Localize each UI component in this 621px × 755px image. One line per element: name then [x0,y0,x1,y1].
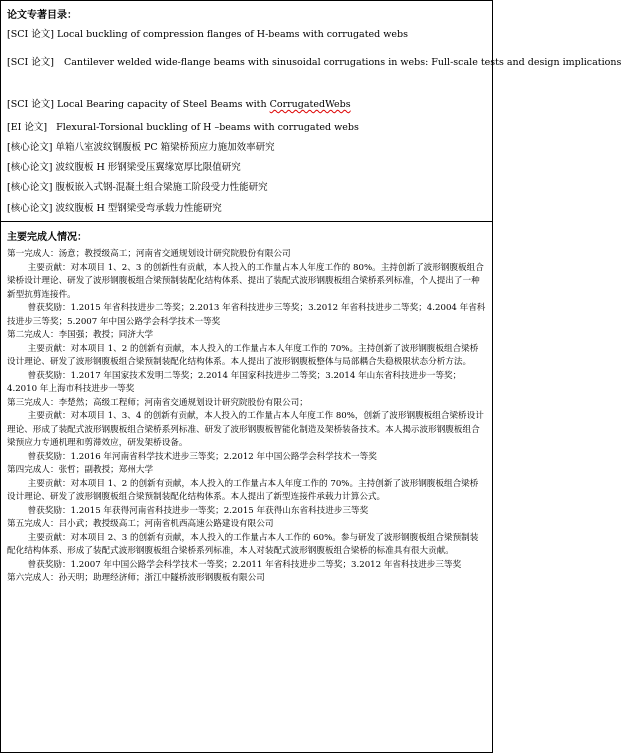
spellcheck-mark: CorrugatedWebs [269,99,351,110]
papers-heading: 论文专著目录： [7,10,77,21]
paper-item [7,161,486,174]
member-awards: 曾获奖励：1.2016 年河南省科学技术进步三等奖；2.2012 年中国公路学会科学技术一等奖 [27,451,377,462]
member-name-line: 第四完成人：张哲；副教授；郑州大学 [7,465,154,475]
paper-tag: [SCI 论文] [7,99,54,110]
paper-item [7,202,486,215]
members-heading: 主要完成人情况： [7,232,87,243]
paper-title: 波纹腹板 H 型钢梁受弯承载力性能研究 [55,203,222,214]
member-name-line: 第六完成人：孙天明；助理经济师；浙江中隧桥波形钢腹板有限公司 [7,573,265,583]
paper-tag: [核心论文] [7,142,53,153]
members-body [7,248,486,586]
member-contribution: 主要贡献：对本项目 2、3 的创新有贡献，本人投入的工作量占本人工作的 60%。参与研发了波形钢腹板组合梁预制装配化结构体系、形成了装配式波形钢腹板组合梁桥系列标准，本人对装配式波形钢腹板组合梁桥的标准具有很大贡献。 [7,532,479,556]
paper-item [7,181,486,194]
member-name-line: 第五完成人：吕小武；教授级高工；河南省机西高速公路建设有限公司 [7,519,274,529]
paper-tag: [核心论文] [7,182,53,193]
paper-tag: [SCI 论文] [7,29,54,40]
paper-title: 单箱八室波纹钢腹板 PC 箱梁桥预应力施加效率研究 [55,142,275,153]
paper-title: 波纹腹板 H 形钢梁受压翼缘宽厚比限值研究 [55,162,241,173]
paper-tag: [EI 论文] [7,122,48,133]
paper-title: 腹板嵌入式钢-混凝土组合梁施工阶段受力性能研究 [55,182,268,193]
member-contribution: 主要贡献：对本项目 1、2、3 的创新性有贡献，本人投入的工作量占本人年度工作的 80%。主持创新了波形钢腹板组合梁桥设计理论、研发了波形钢腹板组合梁预制装配化结构体系、提出了装配式波形钢腹板组合梁桥系列标准，个人提出了一种新型抗剪连接件。 [7,262,484,300]
member-name-line: 第三完成人：李楚然；高级工程师；河南省交通规划设计研究院股份有限公司； [7,397,308,408]
paper-tag: [核心论文] [7,203,53,214]
member-awards: 曾获奖励：1.2007 年中国公路学会科学技术一等奖；2.2011 年省科技进步二等奖；3.2012 年省科技进步三等奖 [27,559,462,570]
member-name-line: 第一完成人：汤意；教授级高工；河南省交通规划设计研究院股份有限公司 [7,249,291,259]
member-contribution: 主要贡献：对本项目 1、2 的创新有贡献，本人投入的工作量占本人年度工作的 70%。主持创新了波形钢腹板组合梁桥设计理论、研发了波形钢腹板组合梁预制装配化结构体系。本人提出了新型连接件承载力计算公式。 [7,478,479,502]
paper-tag: [核心论文] [7,162,53,173]
paper-title: Local Bearing capacity of Steel Beams with CorrugatedWebs [57,99,351,110]
paper-item [7,98,486,111]
paper-title: Cantilever welded wide-flange beams with sinusoidal corrugations in webs: Full-scale tests and design implications [64,57,621,68]
member-awards: 曾获奖励：1.2017 年国家技术发明二等奖；2.2014 年国家科技进步二等奖；3.2014 年山东省科技进步一等奖；4.2010 年上海市科技进步一等奖 [7,370,462,394]
papers-section [1,1,621,222]
member-awards: 曾获奖励：1.2015 年省科技进步二等奖；2.2013 年省科技进步三等奖；3.2012 年省科技进步二等奖；4.2004 年省科技进步三等奖；5.2007 年中国公路学会科学技术一等奖 [7,303,486,327]
member-name-line: 第二完成人：李国强；教授；同济大学 [7,330,154,340]
paper-item [7,28,486,41]
member-contribution: 主要贡献：对本项目 1、2 的创新有贡献，本人投入的工作量占本人年度工作的 70%。主持创新了波形钢腹板组合梁桥设计理论、研发了波形钢腹板组合梁预制装配化结构体系。本人提出了波形钢腹板整体与局部耦合失稳极限状态分析方法。 [7,343,479,367]
member-contribution: 主要贡献：对本项目 1、3、4 的创新有贡献，本人投入的工作量占本人年度工作 80%，创新了波形钢腹板组合梁桥设计理论、形成了装配式波形钢腹板组合梁桥系列标准、研发了波形钢腹板智能化制造及架桥装备技术。本人揭示波形钢腹板组合梁预应力专通机理和剪滞效应，研发架桥设备。 [7,411,484,448]
paper-item [7,52,621,74]
paper-item [7,121,486,134]
paper-title: Flexural-Torsional buckling of H –beams with corrugated webs [56,122,359,133]
paper-item [7,141,486,154]
paper-title: Local buckling of compression flanges of H-beams with corrugated webs [57,29,408,40]
paper-tag: [SCI 论文] [7,57,54,68]
member-awards: 曾获奖励：1.2015 年获得河南省科技进步一等奖；2.2015 年获得山东省科技进步三等奖 [27,505,369,516]
members-section [1,221,492,752]
